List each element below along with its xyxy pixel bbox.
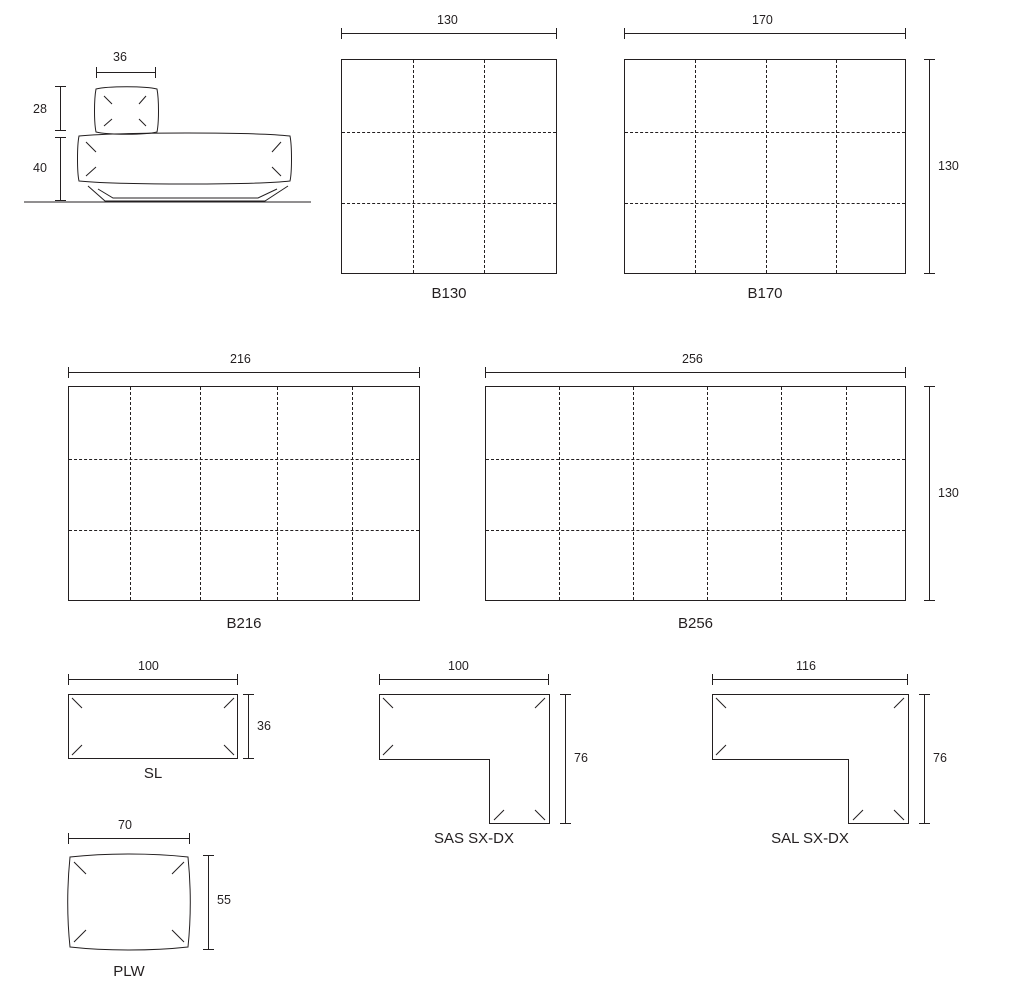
module-label-SL: SL: [143, 765, 163, 782]
dim-label-side-36: 36: [113, 50, 127, 64]
dim-line-SL-depth: [248, 694, 249, 759]
seam-vertical: [559, 387, 560, 600]
dim-line-B256-width: [485, 372, 906, 373]
side-view-geometry: [0, 0, 340, 215]
module-label-PLW: PLW: [113, 963, 145, 980]
dim-label-B216-width: 216: [230, 352, 251, 366]
module-label-B216: B216: [226, 615, 262, 632]
seam-horizontal: [342, 132, 556, 133]
module-label-B130: B130: [431, 285, 467, 302]
module-label-B256: B256: [677, 615, 714, 632]
seam-vertical: [766, 60, 767, 273]
seam-horizontal: [625, 132, 905, 133]
seam-horizontal: [486, 459, 905, 460]
module-PLW-body: [66, 852, 192, 952]
module-label-B170: B170: [747, 285, 783, 302]
dim-label-PLW-depth: 55: [217, 893, 231, 907]
seam-vertical: [200, 387, 201, 600]
seam-vertical: [695, 60, 696, 273]
dim-line-SL-width: [68, 679, 238, 680]
dim-label-SAS-depth: 76: [574, 751, 588, 765]
dim-line-SAS-depth: [565, 694, 566, 824]
dim-line-B170-width: [624, 33, 906, 34]
seam-horizontal: [69, 530, 419, 531]
module-B170-body: [624, 59, 906, 274]
dim-line-PLW-depth: [208, 855, 209, 950]
seam-vertical: [130, 387, 131, 600]
module-label-SAS: SAS SX-DX: [433, 830, 515, 847]
module-SAL-body: [712, 694, 910, 824]
dim-label-B256-width: 256: [682, 352, 703, 366]
module-B216-body: [68, 386, 420, 601]
seam-vertical: [413, 60, 414, 273]
dim-label-B256-depth: 130: [938, 486, 959, 500]
dim-line-SAS-width: [379, 679, 549, 680]
dim-label-B170-depth: 130: [938, 159, 959, 173]
dim-label-SL-depth: 36: [257, 719, 271, 733]
seam-vertical: [781, 387, 782, 600]
seam-horizontal: [486, 530, 905, 531]
module-B130-body: [341, 59, 557, 274]
dim-line-B256-depth: [929, 386, 930, 601]
dim-line-B130-width: [341, 33, 557, 34]
dim-label-PLW-width: 70: [118, 818, 132, 832]
seam-horizontal: [69, 459, 419, 460]
seam-horizontal: [625, 203, 905, 204]
dim-label-SAL-depth: 76: [933, 751, 947, 765]
module-label-SAL: SAL SX-DX: [771, 830, 849, 847]
dim-line-PLW-width: [68, 838, 190, 839]
dim-label-B130-width: 130: [437, 13, 458, 27]
dim-label-B170-width: 170: [752, 13, 773, 27]
dim-label-side-28: 28: [33, 102, 47, 116]
seam-vertical: [846, 387, 847, 600]
dim-label-SAL-width: 116: [796, 659, 816, 673]
seam-vertical: [484, 60, 485, 273]
dim-label-SL-width: 100: [138, 659, 159, 673]
dim-label-side-40: 40: [33, 161, 47, 175]
dim-line-B170-depth: [929, 59, 930, 274]
seam-vertical: [707, 387, 708, 600]
seam-horizontal: [342, 203, 556, 204]
seam-vertical: [633, 387, 634, 600]
module-B256-body: [485, 386, 906, 601]
module-SAS-body: [379, 694, 551, 824]
dim-line-SAL-depth: [924, 694, 925, 824]
dim-line-SAL-width: [712, 679, 908, 680]
seam-vertical: [352, 387, 353, 600]
seam-vertical: [836, 60, 837, 273]
dim-label-SAS-width: 100: [448, 659, 469, 673]
module-SL-corner-ticks: [68, 694, 238, 759]
seam-vertical: [277, 387, 278, 600]
dim-line-B216-width: [68, 372, 420, 373]
